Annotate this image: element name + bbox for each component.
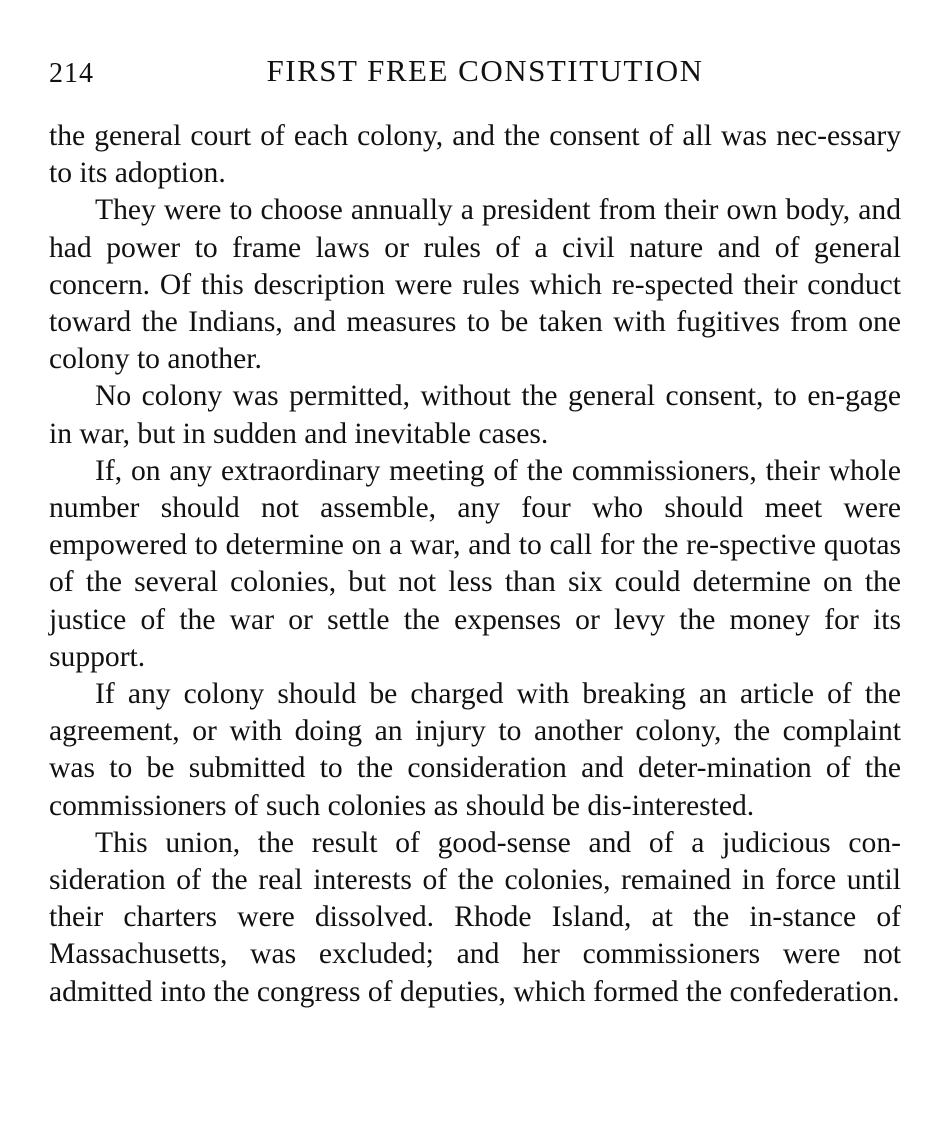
paragraph-president: They were to choose annually a president from their own body, and had power to frame laws or rules of a civil nature and of general concern. Of this description were rules which re-spected their conduct toward the Indians, and measures to be taken with fugitives from one colony to another. xyxy=(49,194,901,376)
paragraph-war-consent: No colony was permitted, without the general consent, to en-gage in war, but in sudden and inevitable cases. xyxy=(49,380,901,450)
paragraph-union: This union, the result of good-sense and of a judicious con-sideration of the real interests of the colonies, remained in force until their charters were dissolved. Rhode Island, at the in-stance of Massachusetts, was excluded; and her commissioners were not admitted into the congress of deputies, which formed the confederation. xyxy=(49,826,901,1008)
page-header xyxy=(49,0,901,100)
paragraph-continuation: the general court of each colony, and the consent of all was nec-essary to its adoption. xyxy=(49,120,901,190)
book-page xyxy=(49,0,901,1008)
paragraph-breaking-article: If any colony should be charged with breaking an article of the agreement, or with doing an injury to another colony, the complaint was to be submitted to the consideration and deter-mination of the commissioners of such colonies as should be dis-interested. xyxy=(49,678,901,822)
body-text xyxy=(49,118,901,1011)
page-number: 214 xyxy=(49,58,94,89)
paragraph-extraordinary-meeting: If, on any extraordinary meeting of the commissioners, their whole number should not assemble, any four who should meet were empowered to determine on a war, and to call for the re-spective quotas of the several colonies, but not less than six could determine on the justice of the war or settle the expenses or levy the money for its support. xyxy=(49,454,901,673)
running-head: FIRST FREE CONSTITUTION xyxy=(266,53,704,88)
